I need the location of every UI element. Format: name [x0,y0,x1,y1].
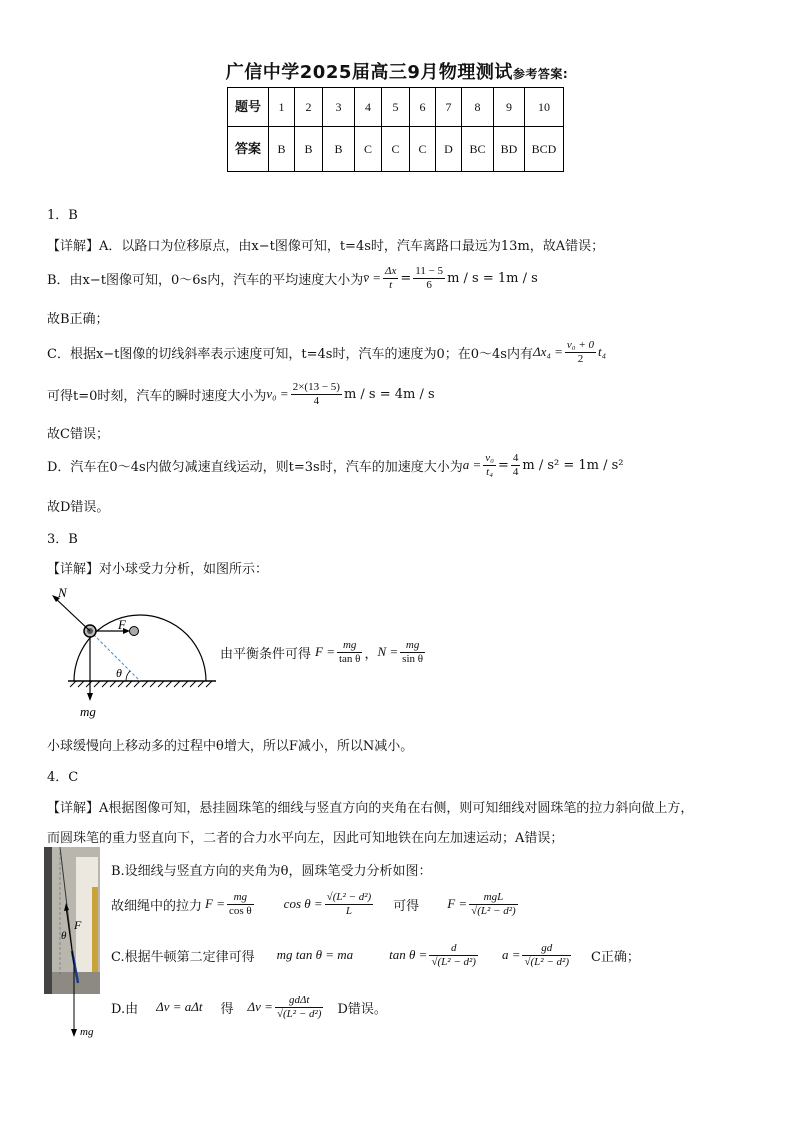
q4-c-f2-lhs: tan θ = [389,947,428,962]
q1-d-frac2 [511,452,521,479]
q3-n-frac [400,639,425,666]
q1-c2-lhs: v₀ = [266,386,289,401]
numerator: mgL [469,891,518,905]
ground-hatch [70,681,212,687]
q1-c2-text: 可得t=0时刻，汽车的瞬时速度大小为 [47,388,267,404]
q3-equation-line [220,632,427,672]
q4-b2-f3-frac [469,891,518,918]
radius-dashed-line [90,631,140,681]
q4-d-text: D.由 [111,1001,139,1017]
denominator: √(L² − d²) [471,904,516,917]
q4-b2-f1-frac [227,891,254,918]
label-theta: θ [61,930,67,942]
denominator: L [345,904,352,917]
label-f: F [74,918,82,932]
answer-cell: B [323,127,355,172]
answer-cell: B [295,127,323,172]
answer-cell: BCD [525,127,564,172]
q1-option-c2 [47,374,435,414]
q4-b2-f3-lhs: F = [447,896,468,911]
photo-dark-edge [44,847,52,994]
q4-heading: 4．C [47,770,79,785]
q1-option-a: 【详解】A．以路口为位移原点，由x−t图像可知，t=4s时，汽车离路口最远为13m，故A错误； [47,239,605,254]
q3-sep: ， [364,646,378,662]
normal-force-arrow [54,597,90,631]
numerator: mg [400,639,425,653]
q4-d-f2-lhs: Δv = [247,999,273,1014]
q4-b2-text: 故细绳中的拉力 [111,898,203,914]
numerator: v₀ [485,451,494,464]
denominator: 6 [426,278,432,291]
answer-cell: C [382,127,410,172]
label-mg: mg [80,1026,94,1038]
answer-cell: BC [462,127,494,172]
q3-f-frac [337,639,362,666]
q1-c-text: C．根据x−t图像的切线斜率表示速度可知，t=4s时，汽车的速度为0；在0～4s内有 [47,346,533,362]
q4-d-f1: Δv = aΔt [156,999,203,1014]
q1-d-frac1 [483,452,496,479]
label-mg: mg [80,704,96,719]
q4-d-mid: 得 [220,1001,234,1017]
q3-conclusion: 小球缓慢向上移动多的过程中θ增大，所以F减小，所以N减小。 [47,739,414,754]
numerator: d [429,942,478,956]
denominator: 2 [577,352,584,365]
q4-pen-photo [44,847,106,1042]
gravity-arrowhead [71,1029,77,1037]
answer-cell: D [436,127,462,172]
denominator: cos θ [228,904,252,917]
numerator: mg [337,639,362,653]
denominator: t [389,278,393,291]
answer-cell: BD [494,127,525,172]
q1-d-tail: m / s² = 1m / s² [522,457,624,473]
q4-b2-f2-frac [325,891,374,918]
answer-cell: C [410,127,436,172]
q4-d-f2-frac [275,994,324,1021]
q3-eq-text: 由平衡条件可得 [220,646,312,662]
q1-b-conclusion: 故B正确； [47,312,109,327]
number-cell: 10 [525,88,564,127]
q3-force-diagram [44,583,220,723]
numerator: v₀ + 0 [566,338,595,351]
q1-d-conclusion: 故D错误。 [47,500,110,515]
label-f: F [118,617,126,632]
numerator: 11 − 5 [415,264,444,277]
answer-table-row-answers [228,127,564,172]
label-n: N [58,585,67,600]
theta-arc [126,671,130,681]
q1-option-b [47,258,538,298]
q4-option-a-line2: 而圆珠笔的重力竖直向下，二者的合力水平向左，因此可知地铁在向左加速运动；A错误； [47,831,564,846]
denominator: √(L² − d²) [276,1007,322,1020]
numerator: mg [227,891,254,905]
number-cell: 6 [410,88,436,127]
q1-b-eq: = [400,270,412,286]
answer-table [227,87,564,172]
number-cell: 2 [295,88,323,127]
q1-c-conclusion: 故C错误； [47,427,109,442]
q1-b-text: B．由x−t图像可知，0～6s内，汽车的平均速度大小为 [47,272,364,288]
numerator: √(L² − d²) [326,890,372,903]
number-cell: 4 [355,88,382,127]
hemisphere-outline [74,615,206,681]
answer-table-row-numbers [228,88,564,127]
q4-c-f1: mg tan θ = ma [276,947,354,962]
q1-d-lhs: a = [462,457,482,472]
number-cell: 1 [269,88,295,127]
denominator: 4 [512,465,519,478]
title-suffix: 参考答案: [512,67,569,81]
q1-c2-frac [291,381,342,408]
number-cell: 7 [436,88,462,127]
denominator: sin θ [402,652,424,665]
q1-b-frac2 [413,265,445,292]
label-theta: θ [116,666,122,680]
numerator: gd [522,942,571,956]
numerator: Δx [385,264,397,277]
denominator: t₄ [486,465,494,478]
q1-d-eq: = [497,457,509,473]
q4-b2-f2-lhs: cos θ = [283,896,323,911]
q4-c-f2-frac [429,942,478,969]
q4-option-a-line1: 【详解】A根据图像可知，悬挂圆珠笔的细线与竖直方向的夹角在右侧，则可知细线对圆珠笔的拉力斜向做上方， [47,801,694,816]
q1-b-lhs: v̄ = [363,270,382,285]
q3-n-lhs: N = [377,644,399,659]
q1-d-text: D．汽车在0～4s内做匀减速直线运动，则t=3s时，汽车的加速度大小为 [47,459,463,475]
q1-c-tail: t₄ [598,344,607,359]
q4-option-c-line [111,935,640,975]
denominator: 4 [313,394,320,407]
numerator: gdΔt [275,994,324,1008]
q1-option-c [47,332,606,372]
number-cell: 8 [462,88,494,127]
q1-heading: 1．B [47,208,78,223]
numerator: 2×(13 − 5) [292,380,340,393]
q3-intro: 【详解】对小球受力分析，如图所示： [47,562,269,577]
target-ball [130,627,139,636]
number-cell: 9 [494,88,525,127]
gravity-arrowhead [87,693,93,701]
q4-option-b-line2 [111,884,520,924]
q1-b-frac1 [383,265,398,292]
denominator: tan θ [338,652,361,665]
q1-c-frac [565,339,596,366]
q1-c2-tail: m / s = 4m / s [343,386,435,402]
q4-option-d-line [111,987,387,1027]
q3-f-lhs: F = [315,644,335,659]
page-title [0,58,794,84]
q4-b2-f1-lhs: F = [205,896,225,911]
number-cell: 5 [382,88,410,127]
row-label-answer: 答案 [228,127,269,172]
title-main: 广信中学2025届高三9月物理测试 [225,62,513,83]
q4-d-conclusion: D错误。 [337,1001,387,1017]
answer-cell: C [355,127,382,172]
denominator: √(L² − d²) [431,955,476,968]
q4-b2-mid: 可得 [393,898,420,914]
row-label-number: 题号 [228,88,269,127]
numerator: 4 [512,451,519,464]
number-cell: 3 [323,88,355,127]
denominator: √(L² − d²) [524,955,569,968]
q4-c-f3-frac [522,942,571,969]
q4-c-f3-lhs: a = [501,947,521,962]
q3-heading: 3．B [47,532,78,547]
q1-c-lhs: Δx₄ = [532,344,563,359]
q4-option-b-line1: B.设细线与竖直方向的夹角为θ，圆珠笔受力分析如图： [111,864,432,879]
q1-option-d [47,445,624,485]
q4-c-text: C.根据牛顿第二定律可得 [111,949,255,965]
q1-b-tail: m / s = 1m / s [447,270,538,286]
answer-cell: B [269,127,295,172]
q4-c-conclusion: C正确； [590,949,640,965]
